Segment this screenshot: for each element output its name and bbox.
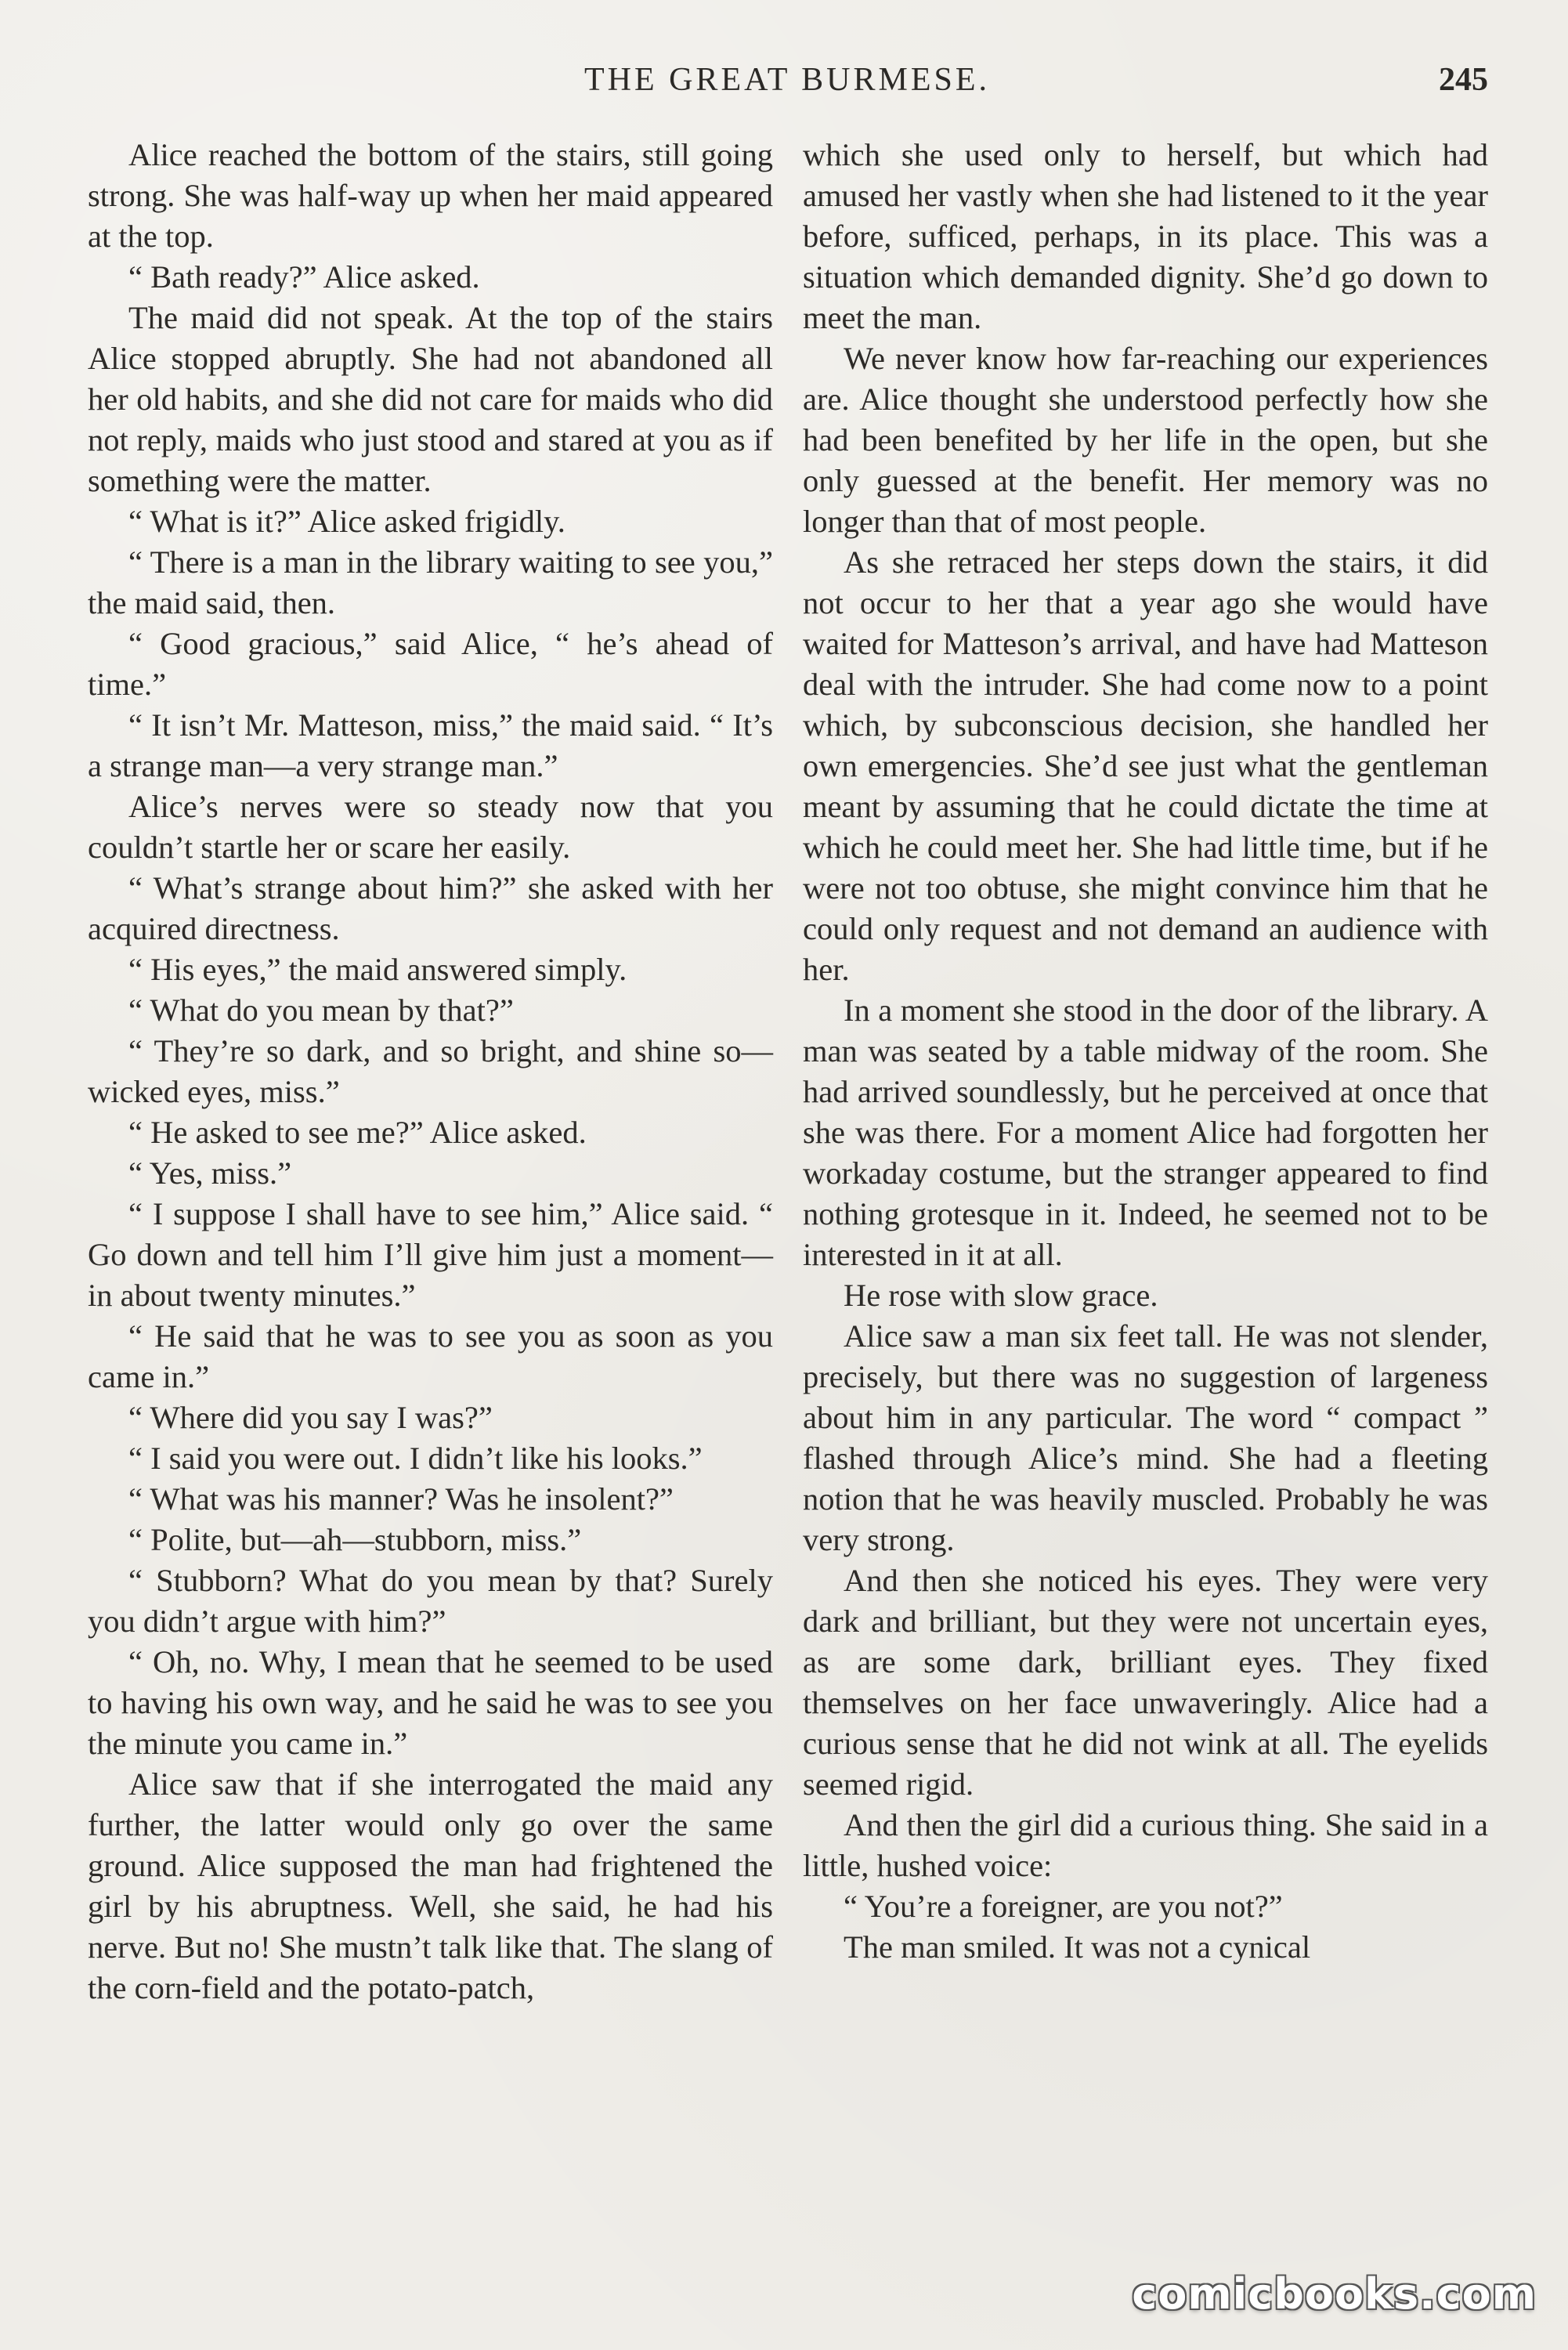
paragraph: “ Good gracious,” said Alice, “ he’s ahead of time.” [88,626,773,702]
page-header [86,61,1488,108]
paragraph: “ You’re a foreigner, are you not?” [844,1889,1283,1924]
paragraph: Alice reached the bottom of the stairs, still going strong. She was half-way up when her maid appeared at the top. [88,137,773,254]
paragraph: “ There is a man in the library waiting to see you,” the maid said, then. [88,544,773,620]
running-head: THE GREAT BURMESE. [583,62,991,98]
paragraph: The maid did not speak. At the top of the stairs Alice stopped abruptly. She had not abandoned all her old habits, and she did not care for maids who did not reply, maids who just stood and stared at you as if something were the matter. [88,300,773,498]
paragraph: “ He asked to see me?” Alice asked. [128,1115,587,1150]
paragraph: Alice’s nerves were so steady now that you couldn’t startle her or scare her easily. [88,789,773,865]
paragraph: We never know how far-reaching our experiences are. Alice thought she understood perfectly how she had been benefited by her life in the open, but she only guessed at the benefit. Her memory was no longer than that of most people. [803,341,1488,539]
paragraph: Alice saw that if she interrogated the maid any further, the latter would only go over the same ground. Alice supposed the man had frightened the girl by his abruptness. Well, she said, he had his nerve. But no! She mustn’t talk like that. The slang of the corn-field and the potato-patch, [88,1766,773,2005]
paragraph: “ What was his manner? Was he insolent?” [128,1481,674,1517]
paragraph: “ What’s strange about him?” she asked with her acquired directness. [88,870,773,946]
paragraph: which she used only to herself, but which had amused her vastly when she had listened to it the year before, sufficed, perhaps, in its place. This was a situation which demanded dignity. She’d go down to meet the man. [803,137,1488,335]
paragraph: “ His eyes,” the maid answered simply. [128,952,627,987]
paragraph: “ Polite, but—ah—stubborn, miss.” [128,1522,582,1557]
left-column [88,135,773,2008]
site-watermark: comicbooks.com [1132,2269,1537,2319]
paragraph: In a moment she stood in the door of the library. A man was seated by a table midway of the room. She had arrived soundlessly, but he perceived at once that she was there. For a moment Alice had forgotten her workaday costume, but the stranger appeared to find nothing grotesque in it. Indeed, he seemed not to be interested in it at all. [803,992,1488,1272]
paragraph: “ Bath ready?” Alice asked. [128,259,480,295]
paragraph: “ Oh, no. Why, I mean that he seemed to be used to having his own way, and he said he was to see you the minute you came in.” [88,1644,773,1761]
paragraph: “ Yes, miss.” [128,1155,292,1191]
paragraph: “ What do you mean by that?” [128,992,514,1028]
paragraph: “ It isn’t Mr. Matteson, miss,” the maid said. “ It’s a strange man—a very strange man.” [88,707,773,783]
paragraph: The man smiled. It was not a cynical [844,1929,1311,1965]
paragraph: “ They’re so dark, and so bright, and shine so—wicked eyes, miss.” [88,1033,773,1109]
paragraph: “ He said that he was to see you as soon as you came in.” [88,1318,773,1394]
page-number: 245 [1439,62,1488,98]
paragraph: He rose with slow grace. [844,1278,1158,1313]
paragraph: As she retraced her steps down the stairs, it did not occur to her that a year ago she would have waited for Matteson’s arrival, and have had Matteson deal with the intruder. She had come now to a point which, by subconscious decision, she handled her own emergencies. She’d see just what the gentleman meant by assuming that he could dictate the time at which he could meet her. She had little time, but if he were not too obtuse, she might convince him that he could only request and not demand an audience with her. [803,544,1488,987]
paragraph: Alice saw a man six feet tall. He was not slender, precisely, but there was no suggestion of largeness about him in any particular. The word “ compact ” flashed through Alice’s mind. She had a fleeting notion that he was heavily muscled. Probably he was very strong. [803,1318,1488,1557]
paragraph: And then she noticed his eyes. They were very dark and brilliant, but they were not uncertain eyes, as are some dark, brilliant eyes. They fixed themselves on her face unwaveringly. Alice had a curious sense that he did not wink at all. The eyelids seemed rigid. [803,1563,1488,1802]
paragraph: “ I said you were out. I didn’t like his looks.” [128,1441,703,1476]
paragraph: “ Stubborn? What do you mean by that? Surely you didn’t argue with him?” [88,1563,773,1639]
paragraph: “ I suppose I shall have to see him,” Alice said. “ Go down and tell him I’ll give him just a moment—in about twenty minutes.” [88,1196,773,1313]
paragraph: And then the girl did a curious thing. She said in a little, hushed voice: [803,1807,1488,1883]
paragraph: “ What is it?” Alice asked frigidly. [128,504,565,539]
paragraph: “ Where did you say I was?” [128,1400,493,1435]
right-column [803,135,1488,1968]
